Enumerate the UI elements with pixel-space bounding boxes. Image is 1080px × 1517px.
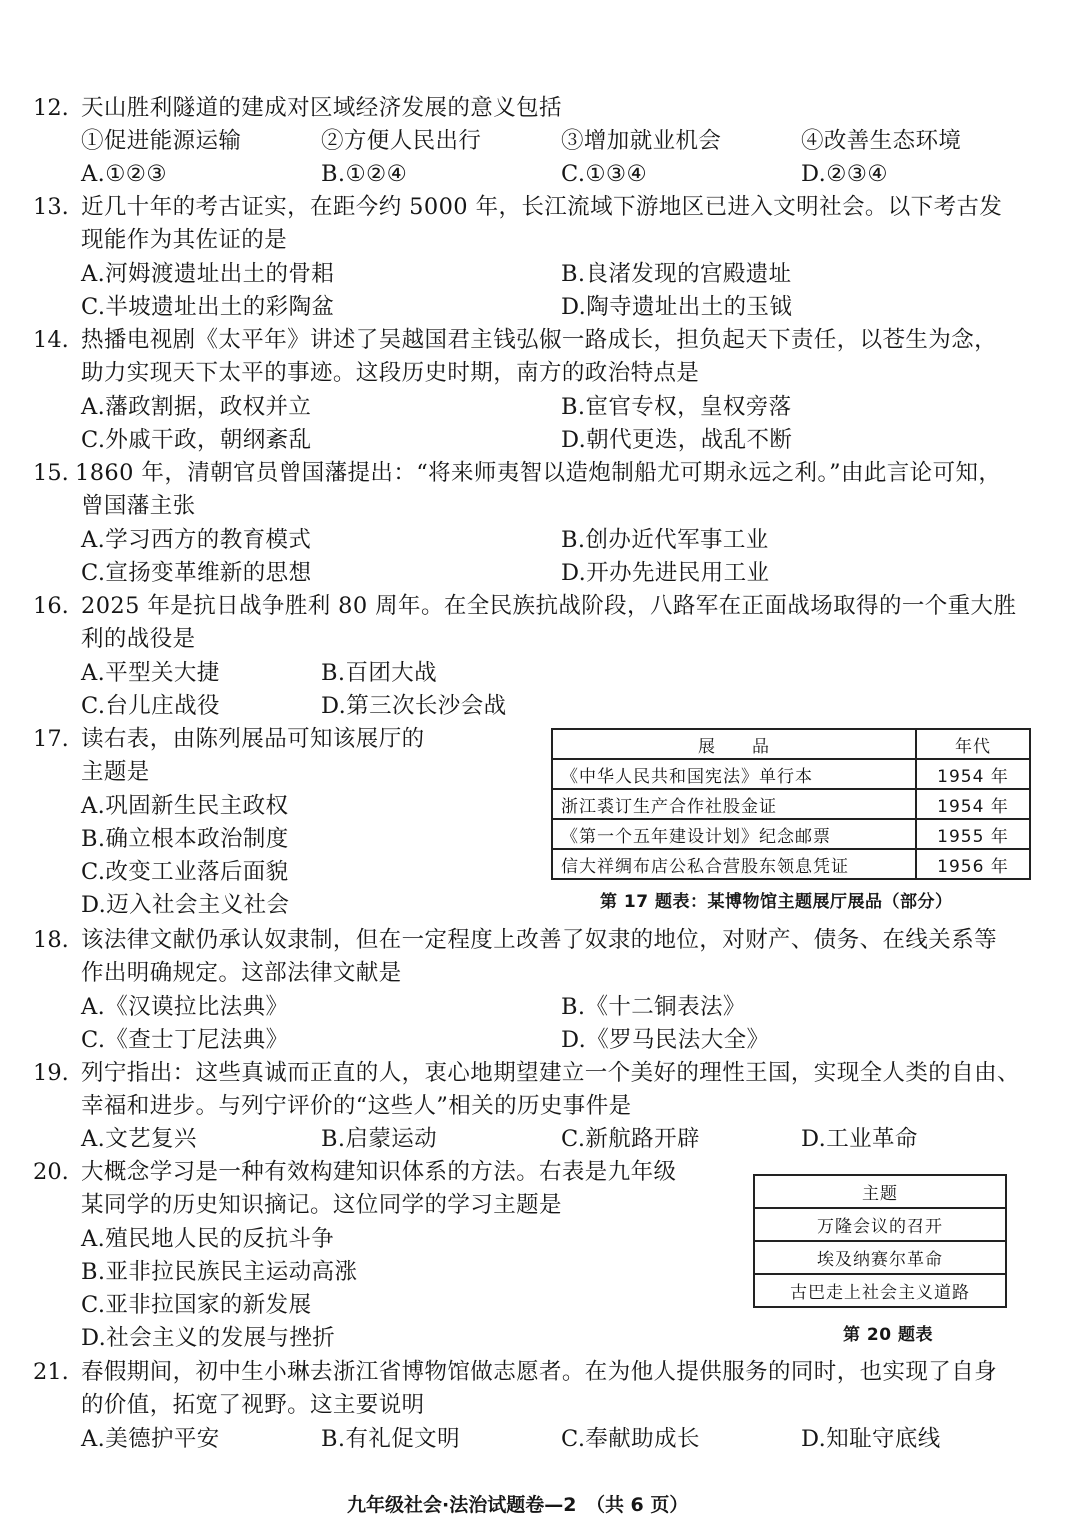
answer-option: A.《汉谟拉比法典》 — [81, 994, 289, 1020]
answer-option: A.藩政割据，政权并立 — [81, 394, 312, 420]
answer-option: B.亚非拉民族民主运动高涨 — [81, 1259, 358, 1285]
answer-option: D.社会主义的发展与挫折 — [81, 1325, 336, 1351]
answer-option: B.《十二铜表法》 — [561, 994, 746, 1020]
table-header: 展 品 — [552, 729, 916, 759]
table-row — [552, 819, 1030, 849]
answer-option: B.确立根本政治制度 — [81, 826, 289, 852]
table-cell: 浙江裘订生产合作社股金证 — [552, 789, 916, 819]
question-stem: 幸福和进步。与列宁评价的“这些人”相关的历史事件是 — [81, 1093, 632, 1119]
topic-table — [753, 1174, 1007, 1308]
question-stem: 某同学的历史知识摘记。这位同学的学习主题是 — [81, 1192, 562, 1218]
table-row — [552, 759, 1030, 789]
answer-option: B.①②④ — [321, 161, 408, 187]
table-cell: 古巴走上社会主义道路 — [754, 1274, 1006, 1307]
answer-option: A.河姆渡遗址出土的骨耜 — [81, 261, 335, 287]
question-number: 15. — [33, 460, 69, 486]
answer-option: B.良渚发现的宫殿遗址 — [561, 261, 792, 287]
answer-option: B.宦官专权，皇权旁落 — [561, 394, 792, 420]
answer-option: C.亚非拉国家的新发展 — [81, 1292, 312, 1318]
answer-option: B.有礼促文明 — [321, 1426, 460, 1452]
answer-option: D.陶寺遗址出土的玉钺 — [561, 294, 793, 320]
question-stem: 利的战役是 — [81, 626, 196, 652]
question-stem: 读右表，由陈列展品可知该展厅的 — [81, 726, 425, 752]
answer-option: C.①③④ — [561, 161, 648, 187]
table-cell: 《第一个五年建设计划》纪念邮票 — [552, 819, 916, 849]
table-cell: 1954 年 — [916, 789, 1030, 819]
answer-option: C.宣扬变革维新的思想 — [81, 560, 312, 586]
answer-option: C.改变工业落后面貌 — [81, 859, 289, 885]
table-caption: 第 20 题表 — [843, 1325, 933, 1345]
answer-option: D.《罗马民法大全》 — [561, 1027, 770, 1053]
statement-item: ④改善生态环境 — [801, 128, 962, 154]
question-stem: 1860 年，清朝官员曾国藩提出：“将来师夷智以造炮制船尤可期永远之利。”由此言论可知， — [75, 460, 1002, 486]
table-header: 年代 — [916, 729, 1030, 759]
exhibit-table — [551, 728, 1031, 880]
question-stem: 作出明确规定。这部法律文献是 — [81, 960, 402, 986]
question-number: 20. — [33, 1159, 69, 1185]
question-stem: 曾国藩主张 — [81, 493, 196, 519]
answer-option: C.新航路开辟 — [561, 1126, 700, 1152]
question-number: 18. — [33, 927, 69, 953]
answer-option: C.半坡遗址出土的彩陶盆 — [81, 294, 335, 320]
table-row — [552, 789, 1030, 819]
answer-option: A.文艺复兴 — [81, 1126, 197, 1152]
answer-option: A.巩固新生民主政权 — [81, 793, 289, 819]
answer-option: D.开办先进民用工业 — [561, 560, 770, 586]
question-stem: 2025 年是抗日战争胜利 80 周年。在全民族抗战阶段，八路军在正面战场取得的一个重大胜 — [81, 593, 1017, 619]
answer-option: D.②③④ — [801, 161, 888, 187]
question-stem: 该法律文献仍承认奴隶制，但在一定程度上改善了奴隶的地位，对财产、债务、在线关系等 — [81, 927, 998, 953]
answer-option: B.创办近代军事工业 — [561, 527, 769, 553]
question-number: 12. — [33, 95, 69, 121]
table-row — [552, 849, 1030, 879]
answer-option: A.①②③ — [81, 161, 167, 187]
question-number: 14. — [33, 327, 69, 353]
statement-item: ①促进能源运输 — [81, 128, 242, 154]
answer-option: A.学习西方的教育模式 — [81, 527, 312, 553]
table-cell: 1955 年 — [916, 819, 1030, 849]
answer-option: D.工业革命 — [801, 1126, 918, 1152]
page-footer: 九年级社会·法治试题卷—2 （共 6 页） — [347, 1494, 689, 1516]
table-cell: 1956 年 — [916, 849, 1030, 879]
question-stem: 大概念学习是一种有效构建知识体系的方法。右表是九年级 — [81, 1159, 677, 1185]
table-cell: 万隆会议的召开 — [754, 1208, 1006, 1241]
question-stem: 近几十年的考古证实，在距今约 5000 年，长江流域下游地区已进入文明社会。以下考古发 — [81, 194, 1003, 220]
answer-option: C.台儿庄战役 — [81, 693, 220, 719]
answer-option: C.外戚干政，朝纲紊乱 — [81, 427, 312, 453]
question-stem: 助力实现天下太平的事迹。这段历史时期，南方的政治特点是 — [81, 360, 700, 386]
answer-option: B.百团大战 — [321, 660, 438, 686]
answer-option: D.知耻守底线 — [801, 1426, 941, 1452]
question-stem: 热播电视剧《太平年》讲述了吴越国君主钱弘俶一路成长，担负起天下责任，以苍生为念， — [81, 327, 998, 353]
table-caption: 第 17 题表：某博物馆主题展厅展品（部分） — [600, 892, 953, 912]
answer-option: C.奉献助成长 — [561, 1426, 700, 1452]
answer-option: D.迈入社会主义社会 — [81, 892, 290, 918]
question-number: 17. — [33, 726, 69, 752]
statement-item: ③增加就业机会 — [561, 128, 722, 154]
question-number: 16. — [33, 593, 69, 619]
question-stem: 现能作为其佐证的是 — [81, 227, 288, 253]
statement-item: ②方便人民出行 — [321, 128, 482, 154]
question-number: 13. — [33, 194, 69, 220]
table-cell: 信大祥绸布店公私合营股东领息凭证 — [552, 849, 916, 879]
answer-option: A.殖民地人民的反抗斗争 — [81, 1226, 335, 1252]
question-stem: 的价值，拓宽了视野。这主要说明 — [81, 1392, 425, 1418]
answer-option: D.第三次长沙会战 — [321, 693, 507, 719]
answer-option: A.平型关大捷 — [81, 660, 220, 686]
table-header: 主题 — [754, 1175, 1006, 1208]
question-stem: 春假期间，初中生小琳去浙江省博物馆做志愿者。在为他人提供服务的同时，也实现了自身 — [81, 1359, 998, 1385]
question-stem: 列宁指出：这些真诚而正直的人，衷心地期望建立一个美好的理性王国，实现全人类的自由、 — [81, 1060, 1020, 1086]
answer-option: B.启蒙运动 — [321, 1126, 438, 1152]
answer-option: A.美德护平安 — [81, 1426, 220, 1452]
question-number: 19. — [33, 1060, 69, 1086]
question-number: 21. — [33, 1359, 69, 1385]
table-cell: 埃及纳赛尔革命 — [754, 1241, 1006, 1274]
question-stem: 主题是 — [81, 759, 150, 785]
question-stem: 天山胜利隧道的建成对区域经济发展的意义包括 — [81, 95, 562, 121]
answer-option: C.《查士丁尼法典》 — [81, 1027, 289, 1053]
table-cell: 《中华人民共和国宪法》单行本 — [552, 759, 916, 789]
table-cell: 1954 年 — [916, 759, 1030, 789]
answer-option: D.朝代更迭，战乱不断 — [561, 427, 793, 453]
